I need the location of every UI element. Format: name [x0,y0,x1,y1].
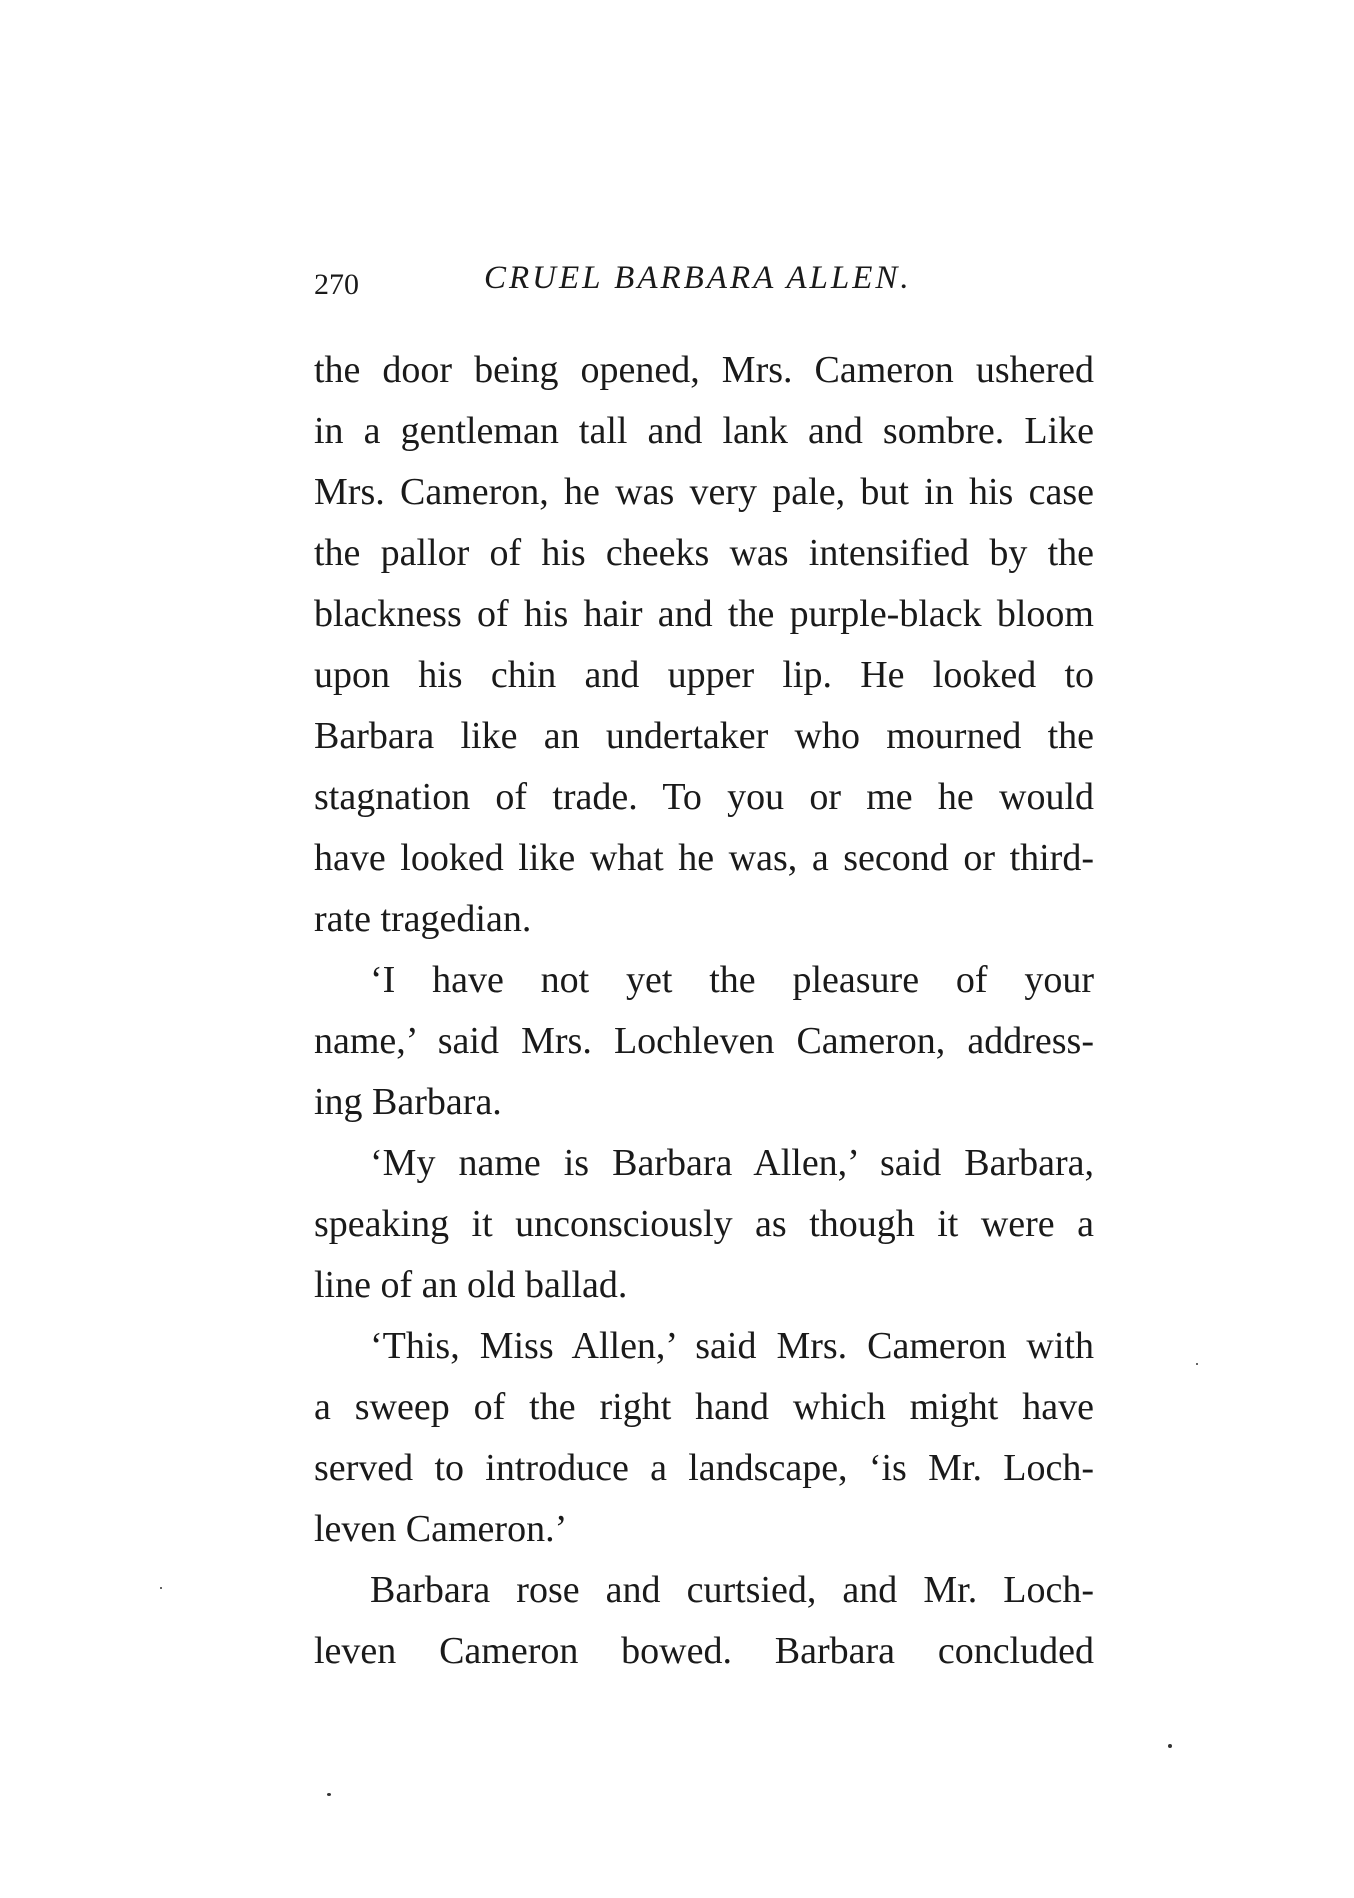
text-line: upon his chin and upper lip. He looked to [314,654,1094,696]
text-line: speaking it unconsciously as though it were a [314,1203,1094,1245]
text-line: blackness of his hair and the purple-black bloom [314,593,1094,635]
running-title: CRUEL BARBARA ALLEN. [484,260,912,296]
text-line: ‘I have not yet the pleasure of your [370,959,1094,1001]
text-line: Barbara rose and curtsied, and Mr. Loch- [370,1569,1094,1611]
text-line: leven Cameron bowed. Barbara concluded [314,1630,1094,1672]
text-line: Barbara like an undertaker who mourned the [314,715,1094,757]
text-line: rate tragedian. [314,898,532,940]
text-line: stagnation of trade. To you or me he would [314,776,1094,818]
body-text [314,340,1094,1682]
text-line: the door being opened, Mrs. Cameron ushered [314,349,1094,391]
text-line: served to introduce a landscape, ‘is Mr. Loch- [314,1447,1094,1489]
text-line: the pallor of his cheeks was intensified by the [314,532,1094,574]
page-number: 270 [314,268,359,301]
scan-speck [1196,1363,1198,1365]
scan-speck [160,1587,162,1589]
text-line: ‘My name is Barbara Allen,’ said Barbara, [370,1142,1094,1184]
text-line: leven Cameron.’ [314,1508,568,1550]
scan-speck [1168,1744,1172,1748]
scan-speck [327,1793,331,1796]
text-line: have looked like what he was, a second or third- [314,837,1094,879]
text-line: ing Barbara. [314,1081,502,1123]
text-line: in a gentleman tall and lank and sombre. Like [314,410,1094,452]
text-line: Mrs. Cameron, he was very pale, but in his case [314,471,1094,513]
text-line: line of an old ballad. [314,1264,628,1306]
text-line: name,’ said Mrs. Lochleven Cameron, address- [314,1020,1094,1062]
page-header [314,260,1114,310]
text-line: a sweep of the right hand which might have [314,1386,1094,1428]
text-line: ‘This, Miss Allen,’ said Mrs. Cameron with [370,1325,1094,1367]
